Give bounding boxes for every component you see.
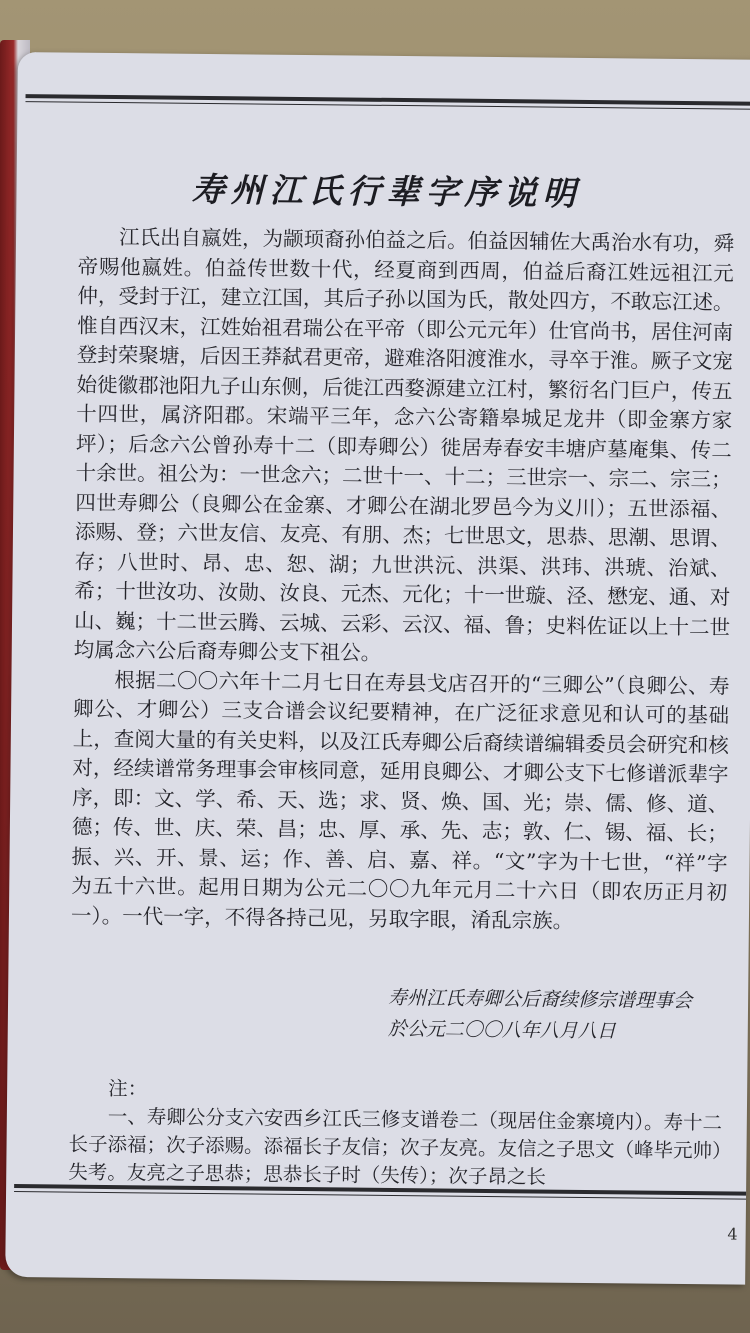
notes-label: 注： (108, 1077, 148, 1101)
signature-org: 寿州江氏寿卿公后裔续修宗谱理事会 (387, 986, 693, 1013)
page-title: 寿州江氏行辈字序说明 (191, 169, 582, 213)
notes-section (68, 1075, 725, 1194)
paragraph-generation-order: 根据二〇〇六年十二月七日在寿县戈店召开的“三卿公”（良卿公、寿卿公、才卿公）三支合谱会议纪要精神，在广泛征求意见和认可的基础上，查阅大量的有关史料，以及江氏寿卿公后裔续谱编辑委员会研究和核对，经续谱常务理事会审核同意，延用良卿公、才卿公支下七修谱派辈字序，即：文、学、希、天、选；求、贤、焕、国、光；崇、儒、修、道、德；传、世、庆、荣、昌；忠、厚、承、先、志；敦、仁、锡、福、长；振、兴、开、景、运；作、善、启、嘉、祥。“文”字为十七世，“祥”字为五十六世。起用日期为公元二〇〇九年元月二十六日（即农历正月初一）。一代一字，不得各持己见，另取字眼，淆乱宗族。 (70, 667, 730, 933)
signature-date: 於公元二〇〇八年八月八日 (387, 1017, 616, 1043)
book-page (5, 52, 750, 1285)
main-text (71, 223, 734, 938)
paragraph-origin: 江氏出自嬴姓，为颛顼裔孙伯益之后。伯益因辅佐大禹治水有功，舜帝赐他嬴姓。伯益传世数十代，经夏商到西周，伯益后裔江姓远祖江元仲，受封于江，建立江国，其后子孙以国为氏，散处四方，不敢忘江述。惟自西汉末，江姓始祖君瑞公在平帝（即公元元年）仕官尚书，居住河南登封荣聚塘，后因王莽弑君更帝，避难洛阳渡淮水，寻卒于淮。厥子文宠始徙徽郡池阳九子山东侧，后徙江西婺源建立江村，繁衍名门巨户，传五十四世，属济阳郡。宋端平三年，念六公寄籍皋城足龙井（即金寨方家坪）；后念六公曾孙寿十二（即寿卿公）徙居寿春安丰塘庐墓庵集、传二十余世。祖公为：一世念六；二世十一、十二；三世宗一、宗二、宗三；四世寿卿公（良卿公在金寨、才卿公在湖北罗邑今为义川）；五世添福、添赐、登；六世友信、友亮、有朋、杰；七世思文，思恭、思潮、思谓、存；八世时、昂、忠、恕、湖；九世洪沅、洪渠、洪玮、洪琥、治斌、希；十世汝功、汝勋、汝良、元杰、元化；十一世璇、泾、懋宠、通、对山、巍；十二世云腾、云城、云彩、云汉、福、鲁；史料佐证以上十二世均属念六公后裔寿卿公支下祖公。 (73, 225, 735, 665)
top-border-rule (25, 94, 750, 110)
notes-text: 一、寿卿公分支六安西乡江氏三修支谱卷二（现居住金寨境内）。寿十二长子添福；次子添赐。添福长子友信；次子友亮。友信之子思文（峰毕元帅）失考。友亮之子思恭；思恭长子时（失传）；次子昂之长 (68, 1105, 723, 1189)
signature-block (388, 983, 693, 1048)
page-number: 4 (727, 1224, 738, 1244)
